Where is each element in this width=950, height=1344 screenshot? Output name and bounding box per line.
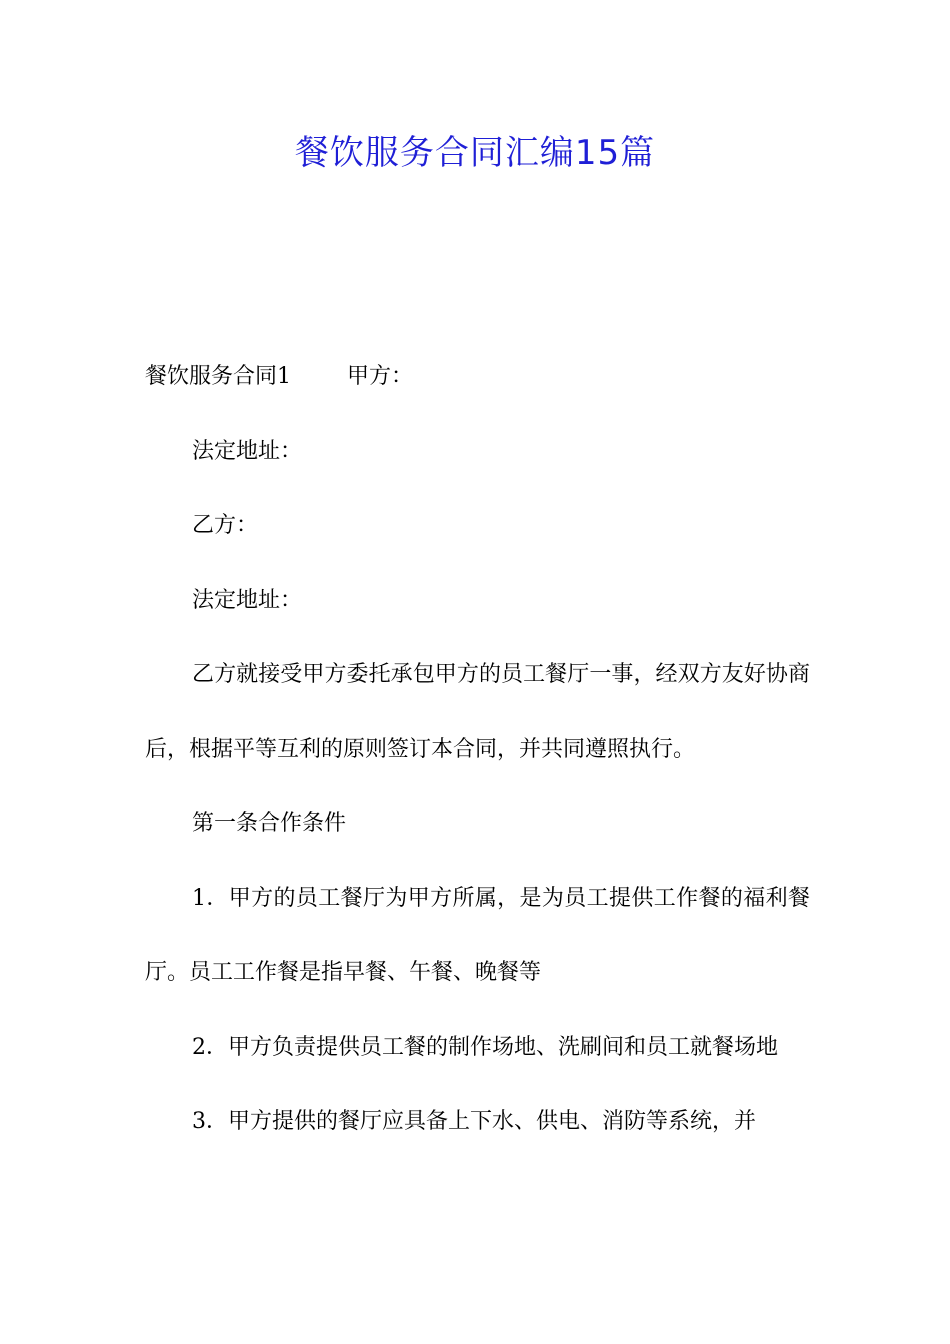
clause-1: 1．甲方的员工餐厅为甲方所属，是为员工提供工作餐的福利餐厅。员工工作餐是指早餐、午餐、晚餐等 [145, 885, 810, 985]
party-b-address: 法定地址： [192, 587, 303, 613]
party-a-address: 法定地址： [192, 438, 303, 464]
contract-heading: 餐饮服务合同1 [145, 364, 291, 389]
clause-2: 2．甲方负责提供员工餐的制作场地、洗刷间和员工就餐场地 [192, 1034, 778, 1060]
article-one-heading: 第一条合作条件 [192, 811, 347, 836]
intro-paragraph: 乙方就接受甲方委托承包甲方的员工餐厅一事，经双方友好协商后，根据平等互利的原则签订本合同，并共同遵照执行。 [145, 662, 810, 762]
clause-3: 3．甲方提供的餐厅应具备上下水、供电、消防等系统，并 [192, 1109, 756, 1134]
document-title: 餐饮服务合同汇编15篇 [294, 133, 656, 173]
document-body [145, 340, 810, 1160]
party-b-label: 乙方： [192, 513, 259, 538]
contract-heading-line [145, 340, 810, 415]
party-a-label: 甲方： [347, 364, 414, 389]
